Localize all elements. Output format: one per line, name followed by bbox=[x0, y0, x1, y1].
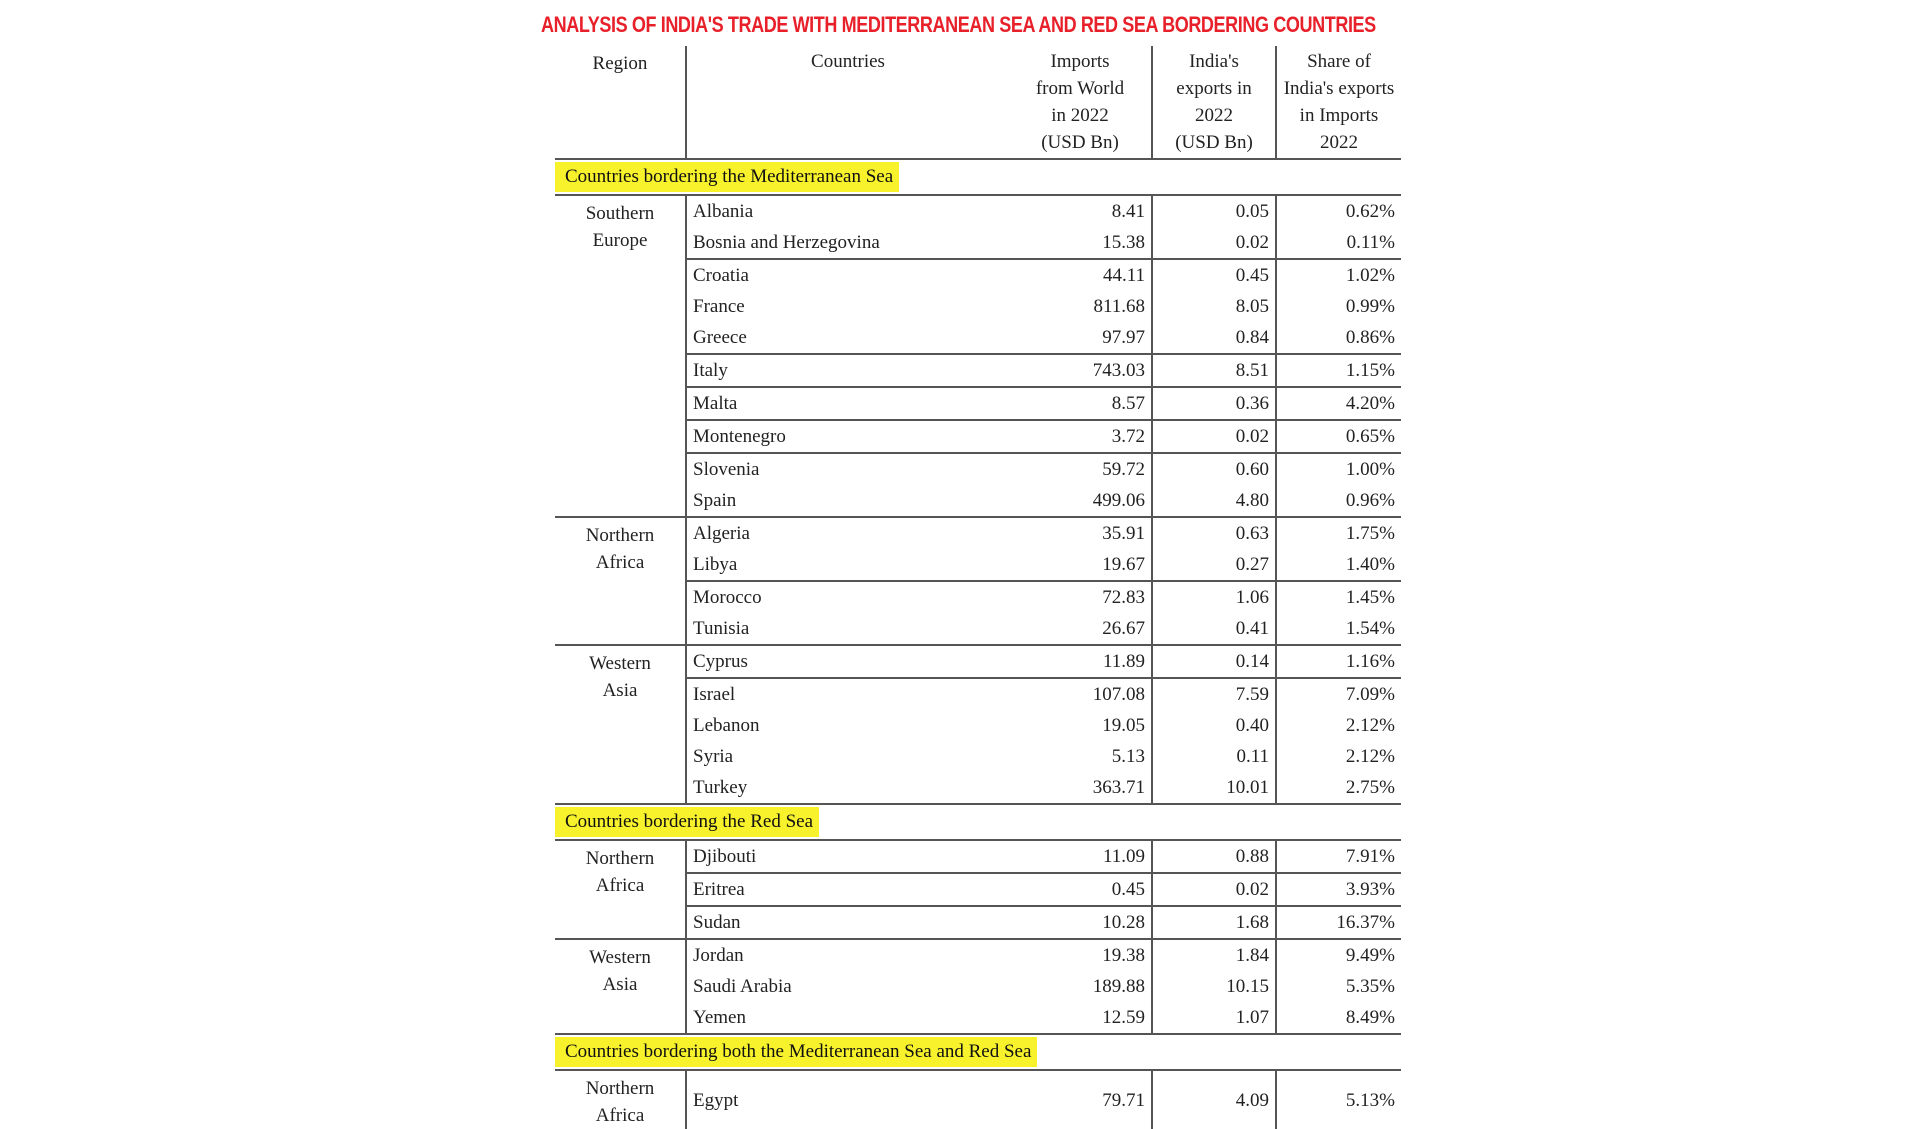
section-cell bbox=[555, 159, 1401, 195]
country-cell: Malta bbox=[686, 387, 1009, 420]
exports-cell: 8.05 bbox=[1152, 291, 1276, 322]
exports-cell: 0.45 bbox=[1152, 259, 1276, 291]
header-share-line: Share of bbox=[1307, 51, 1371, 72]
exports-cell: 8.51 bbox=[1152, 354, 1276, 387]
region-name-line: Western bbox=[589, 947, 651, 968]
region-name-line: Europe bbox=[592, 230, 648, 251]
header-imports-line: Imports bbox=[1050, 51, 1110, 72]
imports-cell: 79.71 bbox=[1102, 1089, 1145, 1111]
region-name-line: Northern bbox=[585, 1078, 655, 1099]
region-cell bbox=[555, 840, 686, 939]
share-cell: 1.02% bbox=[1276, 259, 1401, 291]
country-cell: Bosnia and Herzegovina bbox=[686, 227, 1009, 259]
region-cell bbox=[555, 645, 686, 804]
imports-cell: 19.38 bbox=[1009, 939, 1152, 971]
country-cell: Montenegro bbox=[686, 420, 1009, 453]
share-cell: 7.91% bbox=[1276, 840, 1401, 873]
figure-title: ANALYSIS OF INDIA'S TRADE WITH MEDITERRANEAN SEA AND RED SEA BORDERING COUNTRIES bbox=[541, 12, 1376, 37]
imports-cell: 107.08 bbox=[1009, 678, 1152, 710]
header-exports-line: 2022 bbox=[1195, 105, 1233, 126]
share-cell: 1.40% bbox=[1276, 549, 1401, 581]
header-share-line: 2022 bbox=[1320, 132, 1358, 153]
region-cell bbox=[555, 1070, 686, 1129]
imports-cell: 26.67 bbox=[1102, 618, 1145, 639]
country-cell: Greece bbox=[686, 322, 1009, 354]
imports-cell: 3.72 bbox=[1009, 420, 1152, 453]
country-cell: Libya bbox=[686, 549, 1009, 581]
exports-cell: 0.02 bbox=[1152, 420, 1276, 453]
section-row bbox=[555, 159, 1401, 195]
exports-cell: 1.07 bbox=[1152, 1002, 1276, 1034]
country-cell: Cyprus bbox=[686, 645, 1009, 678]
share-cell: 0.86% bbox=[1276, 322, 1401, 354]
exports-cell: 0.88 bbox=[1152, 840, 1276, 873]
country-cell: Croatia bbox=[686, 259, 1009, 291]
section-row bbox=[555, 804, 1401, 840]
share-cell: 1.15% bbox=[1276, 354, 1401, 387]
region-name-line: Africa bbox=[595, 552, 645, 573]
country-cell: Slovenia bbox=[686, 453, 1009, 485]
exports-cell: 0.27 bbox=[1152, 549, 1276, 581]
imports-cell: 811.68 bbox=[1093, 296, 1145, 317]
share-cell: 3.93% bbox=[1276, 873, 1401, 906]
country-cell: Spain bbox=[686, 485, 1009, 517]
exports-cell: 0.02 bbox=[1152, 873, 1276, 906]
header-imports-line: (USD Bn) bbox=[1041, 132, 1119, 153]
share-cell: 1.75% bbox=[1276, 517, 1401, 549]
header-imports-line: in 2022 bbox=[1051, 105, 1109, 126]
table-row bbox=[555, 517, 1401, 549]
country-cell: Saudi Arabia bbox=[686, 971, 1009, 1002]
region-cell bbox=[555, 517, 686, 645]
country-cell: France bbox=[686, 291, 1009, 322]
share-cell: 16.37% bbox=[1276, 906, 1401, 939]
share-cell: 0.96% bbox=[1276, 485, 1401, 517]
share-cell: 9.49% bbox=[1276, 939, 1401, 971]
country-cell: Jordan bbox=[686, 939, 1009, 971]
header-exports-line: exports in bbox=[1176, 78, 1252, 99]
header-share-line: in Imports bbox=[1299, 105, 1379, 126]
share-cell: 2.12% bbox=[1276, 741, 1401, 772]
table-row bbox=[555, 840, 1401, 873]
exports-cell: 0.84 bbox=[1152, 322, 1276, 354]
share-cell: 0.99% bbox=[1276, 291, 1401, 322]
imports-cell: 8.57 bbox=[1009, 387, 1152, 420]
share-cell: 0.62% bbox=[1276, 195, 1401, 227]
region-name-line: Northern bbox=[585, 525, 655, 546]
exports-cell: 0.02 bbox=[1152, 227, 1276, 259]
exports-cell: 10.01 bbox=[1152, 772, 1276, 804]
section-cell bbox=[555, 804, 1401, 840]
imports-cell: 11.09 bbox=[1102, 846, 1145, 867]
share-cell: 7.09% bbox=[1276, 678, 1401, 710]
country-cell: Sudan bbox=[686, 906, 1009, 939]
country-cell: Yemen bbox=[686, 1002, 1009, 1034]
exports-cell: 0.40 bbox=[1152, 710, 1276, 741]
region-name-line: Africa bbox=[595, 875, 645, 896]
imports-cell: 363.71 bbox=[1092, 777, 1145, 798]
exports-cell: 10.15 bbox=[1152, 971, 1276, 1002]
share-cell: 1.00% bbox=[1276, 453, 1401, 485]
region-name-line: Southern bbox=[585, 203, 655, 224]
region-cell bbox=[555, 195, 686, 517]
country-cell: Syria bbox=[686, 741, 1009, 772]
share-cell: 4.20% bbox=[1276, 387, 1401, 420]
country-cell: Tunisia bbox=[686, 613, 1009, 645]
country-cell: Lebanon bbox=[686, 710, 1009, 741]
header-imports bbox=[1009, 46, 1152, 159]
imports-cell: 15.38 bbox=[1102, 232, 1145, 253]
exports-cell: 0.14 bbox=[1152, 645, 1276, 678]
imports-cell: 743.03 bbox=[1009, 354, 1152, 387]
trade-analysis-figure bbox=[541, 8, 1401, 1126]
share-cell: 8.49% bbox=[1276, 1002, 1401, 1034]
imports-cell: 8.41 bbox=[1111, 201, 1145, 222]
imports-cell: 189.88 bbox=[1092, 976, 1145, 997]
header-countries: Countries bbox=[686, 46, 1009, 159]
header-imports-line: from World bbox=[1035, 78, 1125, 99]
region-name-line: Asia bbox=[602, 974, 638, 995]
country-cell: Israel bbox=[686, 678, 1009, 710]
share-cell: 0.11% bbox=[1276, 227, 1401, 259]
imports-cell: 0.45 bbox=[1009, 873, 1152, 906]
exports-cell: 0.05 bbox=[1152, 195, 1276, 227]
table-row bbox=[555, 1070, 1401, 1129]
share-cell: 5.35% bbox=[1276, 971, 1401, 1002]
imports-cell: 5.13 bbox=[1111, 746, 1145, 767]
exports-cell: 0.36 bbox=[1152, 387, 1276, 420]
header-region: Region bbox=[592, 53, 648, 74]
table-body bbox=[555, 159, 1401, 1129]
region-name-line: Africa bbox=[595, 1105, 645, 1126]
share-cell: 1.16% bbox=[1276, 645, 1401, 678]
region-cell bbox=[555, 939, 686, 1034]
country-cell: Italy bbox=[686, 354, 1009, 387]
imports-cell: 10.28 bbox=[1009, 906, 1152, 939]
country-cell: Djibouti bbox=[686, 840, 1009, 873]
region-name-line: Asia bbox=[602, 680, 638, 701]
share-cell: 1.45% bbox=[1276, 581, 1401, 613]
share-cell: 2.12% bbox=[1276, 710, 1401, 741]
country-cell: Egypt bbox=[686, 1070, 1009, 1129]
exports-cell: 1.84 bbox=[1152, 939, 1276, 971]
imports-cell: 72.83 bbox=[1009, 581, 1152, 613]
exports-cell: 7.59 bbox=[1152, 678, 1276, 710]
trade-table bbox=[555, 46, 1401, 1129]
country-cell: Morocco bbox=[686, 581, 1009, 613]
section-row bbox=[555, 1034, 1401, 1070]
imports-cell: 44.11 bbox=[1009, 259, 1152, 291]
header-exports bbox=[1152, 46, 1276, 159]
imports-cell: 499.06 bbox=[1092, 490, 1145, 511]
country-cell: Eritrea bbox=[686, 873, 1009, 906]
share-cell: 0.65% bbox=[1276, 420, 1401, 453]
table-header bbox=[555, 46, 1401, 159]
imports-cell: 12.59 bbox=[1102, 1007, 1145, 1028]
exports-cell: 4.80 bbox=[1152, 485, 1276, 517]
country-cell: Turkey bbox=[686, 772, 1009, 804]
section-heading: Countries bordering the Red Sea bbox=[555, 807, 819, 837]
table-row bbox=[555, 645, 1401, 678]
exports-cell: 0.11 bbox=[1152, 741, 1276, 772]
country-cell: Albania bbox=[686, 195, 1009, 227]
exports-cell: 4.09 bbox=[1152, 1070, 1276, 1129]
table-row bbox=[555, 939, 1401, 971]
header-share-line: India's exports bbox=[1283, 78, 1395, 99]
table-row bbox=[555, 195, 1401, 227]
exports-cell: 0.63 bbox=[1152, 517, 1276, 549]
section-heading: Countries bordering the Mediterranean Sea bbox=[555, 162, 899, 192]
header-exports-line: India's bbox=[1189, 51, 1239, 72]
imports-cell: 97.97 bbox=[1102, 327, 1145, 348]
exports-cell: 1.06 bbox=[1152, 581, 1276, 613]
region-name-line: Northern bbox=[585, 848, 655, 869]
header-exports-line: (USD Bn) bbox=[1175, 132, 1253, 153]
imports-cell: 19.05 bbox=[1102, 715, 1145, 736]
header-row bbox=[555, 46, 1401, 159]
section-cell bbox=[555, 1034, 1401, 1070]
share-cell: 1.54% bbox=[1276, 613, 1401, 645]
section-heading: Countries bordering both the Mediterranean Sea and Red Sea bbox=[555, 1037, 1037, 1067]
share-cell: 5.13% bbox=[1276, 1070, 1401, 1129]
share-cell: 2.75% bbox=[1276, 772, 1401, 804]
imports-cell: 35.91 bbox=[1009, 517, 1152, 549]
imports-cell: 19.67 bbox=[1102, 554, 1145, 575]
country-cell: Algeria bbox=[686, 517, 1009, 549]
header-share bbox=[1276, 46, 1401, 159]
exports-cell: 0.60 bbox=[1152, 453, 1276, 485]
exports-cell: 1.68 bbox=[1152, 906, 1276, 939]
imports-cell: 11.89 bbox=[1009, 645, 1152, 678]
exports-cell: 0.41 bbox=[1152, 613, 1276, 645]
imports-cell: 59.72 bbox=[1009, 453, 1152, 485]
region-name-line: Western bbox=[589, 653, 651, 674]
